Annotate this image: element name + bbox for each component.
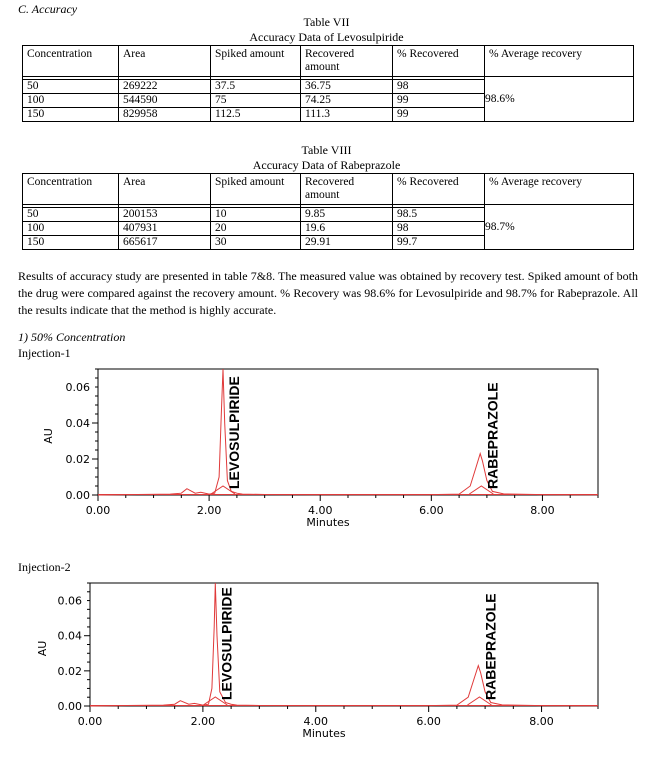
y-tick-label: 0.00 xyxy=(57,700,82,713)
chromatogram-line xyxy=(98,369,598,495)
table7-header: Concentration xyxy=(23,46,119,77)
table-cell: 99.7 xyxy=(393,236,485,250)
table7-number: Table VII xyxy=(303,15,350,29)
table-cell: 19.6 xyxy=(301,222,393,236)
table-cell: 37.5 xyxy=(211,80,301,94)
table7-header: Spiked amount xyxy=(211,46,301,77)
table-cell: 150 xyxy=(23,108,119,122)
injection-1-label: Injection-1 xyxy=(18,346,71,360)
table-cell: 74.25 xyxy=(301,94,393,108)
y-tick-label: 0.06 xyxy=(57,594,82,608)
table7 xyxy=(22,45,634,122)
x-axis-label: Minutes xyxy=(302,727,346,740)
y-axis-label: AU xyxy=(36,640,49,657)
table-cell: 29.91 xyxy=(301,236,393,250)
table-cell: 20 xyxy=(211,222,301,236)
injection-2-label: Injection-2 xyxy=(18,560,71,574)
chromatogram-injection-2 xyxy=(0,578,653,758)
table-cell: 269222 xyxy=(119,80,211,94)
table-cell: 544590 xyxy=(119,94,211,108)
x-tick-label: 4.00 xyxy=(303,715,329,728)
table8-header: Recovered amount xyxy=(301,174,393,205)
table-cell: 50 xyxy=(23,80,119,94)
table-cell: 407931 xyxy=(119,222,211,236)
chromatogram-line xyxy=(90,583,598,706)
table8-header: Concentration xyxy=(23,174,119,205)
y-tick-label: 0.04 xyxy=(57,629,82,643)
peak-label: LEVOSULPIRIDE xyxy=(226,376,242,489)
table-cell: 9.85 xyxy=(301,208,393,222)
table-cell: 99 xyxy=(393,94,485,108)
table8-number: Table VIII xyxy=(301,143,352,157)
table7-header: % Recovered xyxy=(393,46,485,77)
y-axis-label: AU xyxy=(42,428,55,444)
table8-average: 98.7% xyxy=(485,205,634,250)
table-cell: 10 xyxy=(211,208,301,222)
table8 xyxy=(22,173,634,250)
table-cell: 50 xyxy=(23,208,119,222)
table7-caption: Accuracy Data of Levosulpiride xyxy=(249,30,404,44)
table7-average: 98.6% xyxy=(485,77,634,122)
table-cell: 829958 xyxy=(119,108,211,122)
y-tick-label: 0.02 xyxy=(57,664,82,678)
table8-caption: Accuracy Data of Rabeprazole xyxy=(252,158,401,172)
table7-header: Recovered amount xyxy=(301,46,393,77)
x-tick-label: 6.00 xyxy=(416,715,441,728)
table8-header: % Average recovery xyxy=(485,174,634,205)
table-cell: 111.3 xyxy=(301,108,393,122)
table-cell: 100 xyxy=(23,222,119,236)
chromatogram-injection-1 xyxy=(0,362,653,542)
peak-label: RABEPRAZOLE xyxy=(484,382,501,489)
x-tick-label: 0.00 xyxy=(85,504,111,517)
y-tick-label: 0.02 xyxy=(65,453,90,466)
plot-frame xyxy=(90,583,598,706)
table-cell: 100 xyxy=(23,94,119,108)
x-tick-label: 2.00 xyxy=(196,504,222,517)
table-cell: 200153 xyxy=(119,208,211,222)
y-tick-label: 0.00 xyxy=(65,489,90,502)
plot-frame xyxy=(98,369,598,495)
table-cell: 150 xyxy=(23,236,119,250)
x-tick-label: 8.00 xyxy=(530,504,555,517)
table-cell: 36.75 xyxy=(301,80,393,94)
x-axis-label: Minutes xyxy=(306,516,350,529)
table7-header: % Average recovery xyxy=(485,46,634,77)
table-cell: 75 xyxy=(211,94,301,108)
table8-header: % Recovered xyxy=(393,174,485,205)
table7-header: Area xyxy=(119,46,211,77)
x-tick-label: 8.00 xyxy=(529,715,554,728)
x-tick-label: 6.00 xyxy=(419,504,444,517)
section-title: C. Accuracy xyxy=(18,2,78,16)
table-cell: 112.5 xyxy=(211,108,301,122)
y-tick-label: 0.06 xyxy=(65,381,90,394)
subsection-title: 1) 50% Concentration xyxy=(18,330,126,344)
table-cell: 99 xyxy=(393,108,485,122)
y-tick-label: 0.04 xyxy=(65,417,90,430)
table-cell: 98 xyxy=(393,222,485,236)
table8-header: Spiked amount xyxy=(211,174,301,205)
x-tick-label: 0.00 xyxy=(77,715,103,728)
table-cell: 98.5 xyxy=(393,208,485,222)
table-cell: 30 xyxy=(211,236,301,250)
x-tick-label: 4.00 xyxy=(307,504,333,517)
peak-label: RABEPRAZOLE xyxy=(482,593,499,700)
table8-header: Area xyxy=(119,174,211,205)
x-tick-label: 2.00 xyxy=(190,715,216,728)
table-cell: 665617 xyxy=(119,236,211,250)
table-cell: 98 xyxy=(393,80,485,94)
results-paragraph: Results of accuracy study are presented in table 7&8. The measured value was obtained by recovery test. Spiked amount of both the drug were compared against the recovery amount. % Recovery was 98.6% for Levosulpiride and 98.7% for Rabeprazole. All the results indicate that the method is highly accurate. xyxy=(18,269,638,317)
peak-label: LEVOSULPIRIDE xyxy=(218,587,235,700)
